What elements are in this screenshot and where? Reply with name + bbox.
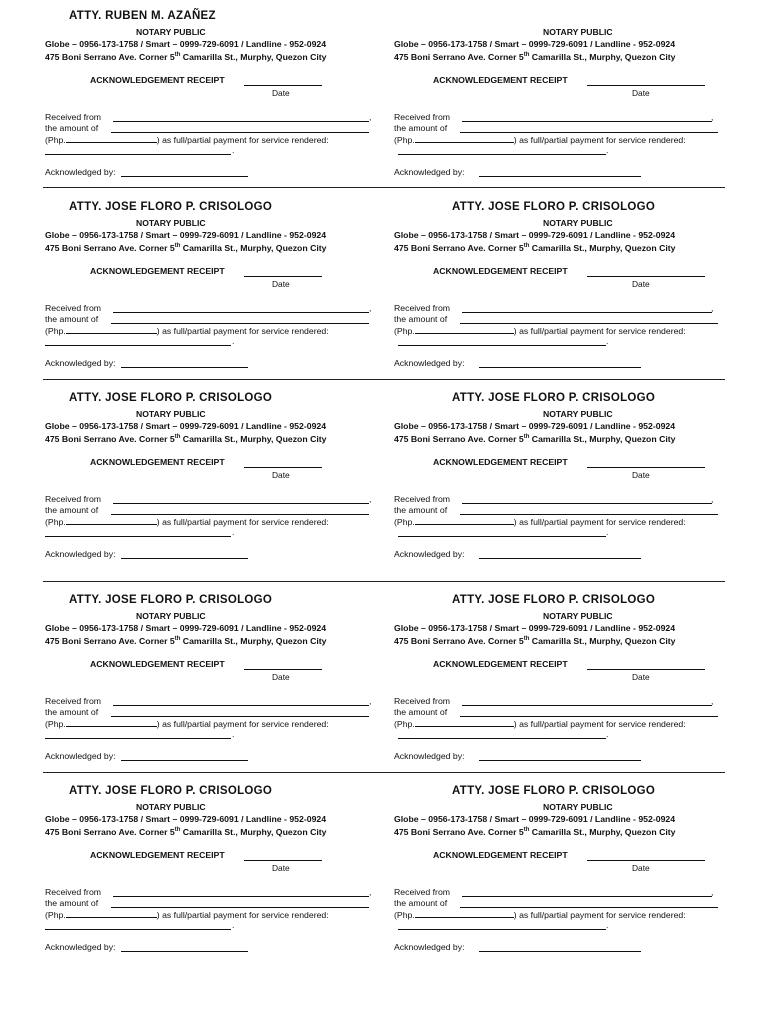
comma-mark: ,	[711, 887, 714, 897]
php-open-label: (Php.	[394, 517, 415, 527]
php-open-label: (Php.	[45, 910, 66, 920]
acknowledgement-receipt	[394, 201, 730, 391]
payment-description: ) as full/partial payment for service rendered:	[513, 719, 686, 729]
amount-words-field[interactable]	[460, 323, 718, 324]
amount-of-label: the amount of	[45, 707, 99, 717]
php-amount-field[interactable]	[415, 516, 514, 525]
payment-description: ) as full/partial payment for service rendered:	[156, 910, 329, 920]
amount-words-field[interactable]	[460, 716, 718, 717]
received-from-label: Received from	[45, 887, 102, 897]
acknowledged-by-field[interactable]	[479, 951, 641, 952]
received-from-label: Received from	[394, 887, 451, 897]
notary-public-label: NOTARY PUBLIC	[136, 27, 206, 37]
receipt-row	[0, 594, 768, 784]
address-ordinal: th	[523, 243, 530, 250]
acknowledged-by-field[interactable]	[121, 176, 248, 177]
date-label: Date	[632, 88, 650, 98]
php-open-label: (Php.	[394, 719, 415, 729]
date-label: Date	[272, 470, 290, 480]
received-from-field[interactable]	[462, 503, 712, 504]
received-from-label: Received from	[45, 696, 102, 706]
office-address	[394, 434, 676, 444]
date-field[interactable]	[244, 85, 322, 86]
date-label: Date	[272, 672, 290, 682]
address-ordinal: th	[174, 827, 181, 834]
php-amount-field[interactable]	[415, 325, 514, 334]
php-amount-field[interactable]	[415, 718, 514, 727]
office-address	[45, 243, 327, 253]
amount-words-field[interactable]	[111, 323, 369, 324]
address-part: Camarilla St., Murphy, Quezon City	[180, 827, 327, 837]
date-field[interactable]	[244, 276, 322, 277]
acknowledged-by-field[interactable]	[121, 558, 248, 559]
date-field[interactable]	[587, 860, 705, 861]
comma-mark: ,	[711, 494, 714, 504]
period-mark: .	[232, 527, 235, 537]
address-ordinal: th	[523, 434, 530, 441]
acknowledged-by-label: Acknowledged by:	[45, 751, 116, 761]
service-field[interactable]	[45, 738, 231, 739]
acknowledged-by-label: Acknowledged by:	[45, 167, 116, 177]
received-from-field[interactable]	[113, 121, 369, 122]
received-from-label: Received from	[45, 303, 102, 313]
period-mark: .	[606, 527, 609, 537]
contact-numbers: Globe – 0956-173-1758 / Smart – 0999-729-6091 / Landline - 952-0924	[45, 814, 327, 824]
address-ordinal: th	[523, 636, 530, 643]
acknowledgement-receipt	[394, 594, 730, 784]
receipt-row	[0, 785, 768, 975]
receipt-title: ACKNOWLEDGEMENT RECEIPT	[433, 850, 568, 860]
acknowledged-by-label: Acknowledged by:	[394, 358, 465, 368]
address-ordinal: th	[523, 827, 530, 834]
address-ordinal: th	[174, 52, 181, 59]
payment-line	[45, 718, 329, 729]
office-address	[45, 52, 327, 62]
acknowledged-by-field[interactable]	[121, 760, 248, 761]
address-part: 475 Boni Serrano Ave. Corner 5	[45, 636, 175, 646]
received-from-field[interactable]	[113, 312, 369, 313]
service-field[interactable]	[398, 154, 606, 155]
receipt-title: ACKNOWLEDGEMENT RECEIPT	[433, 659, 568, 669]
receipt-title: ACKNOWLEDGEMENT RECEIPT	[433, 266, 568, 276]
address-part: Camarilla St., Murphy, Quezon City	[180, 243, 327, 253]
office-address	[45, 827, 327, 837]
notary-public-label: NOTARY PUBLIC	[136, 611, 206, 621]
acknowledged-by-field[interactable]	[479, 760, 641, 761]
received-from-label: Received from	[394, 112, 451, 122]
received-from-label: Received from	[45, 494, 102, 504]
address-part: Camarilla St., Murphy, Quezon City	[529, 243, 676, 253]
notary-public-label: NOTARY PUBLIC	[543, 409, 613, 419]
contact-numbers: Globe – 0956-173-1758 / Smart – 0999-729-6091 / Landline - 952-0924	[45, 623, 327, 633]
comma-mark: ,	[369, 303, 372, 313]
received-from-field[interactable]	[462, 705, 712, 706]
acknowledged-by-field[interactable]	[479, 558, 641, 559]
acknowledged-by-field[interactable]	[121, 951, 248, 952]
attorney-name: ATTY. JOSE FLORO P. CRISOLOGO	[452, 785, 656, 797]
amount-of-label: the amount of	[394, 123, 448, 133]
contact-numbers: Globe – 0956-173-1758 / Smart – 0999-729-6091 / Landline - 952-0924	[394, 230, 676, 240]
php-open-label: (Php.	[45, 135, 66, 145]
acknowledgement-receipt	[45, 785, 375, 975]
period-mark: .	[232, 336, 235, 346]
date-field[interactable]	[244, 669, 322, 670]
service-field[interactable]	[45, 929, 231, 930]
acknowledgement-receipt	[45, 392, 375, 582]
period-mark: .	[606, 920, 609, 930]
amount-words-field[interactable]	[460, 132, 718, 133]
acknowledgement-receipt	[394, 10, 730, 200]
php-open-label: (Php.	[394, 326, 415, 336]
contact-numbers: Globe – 0956-173-1758 / Smart – 0999-729-6091 / Landline - 952-0924	[394, 814, 676, 824]
acknowledgement-receipt	[45, 594, 375, 784]
address-ordinal: th	[174, 636, 181, 643]
period-mark: .	[606, 729, 609, 739]
payment-line	[394, 718, 686, 729]
php-open-label: (Php.	[45, 517, 66, 527]
php-amount-field[interactable]	[66, 718, 157, 727]
address-ordinal: th	[523, 52, 530, 59]
date-label: Date	[272, 863, 290, 873]
acknowledgement-receipt	[394, 785, 730, 975]
notary-public-label: NOTARY PUBLIC	[543, 218, 613, 228]
amount-of-label: the amount of	[394, 505, 448, 515]
contact-numbers: Globe – 0956-173-1758 / Smart – 0999-729-6091 / Landline - 952-0924	[394, 39, 676, 49]
notary-public-label: NOTARY PUBLIC	[136, 218, 206, 228]
contact-numbers: Globe – 0956-173-1758 / Smart – 0999-729-6091 / Landline - 952-0924	[45, 39, 327, 49]
received-from-label: Received from	[394, 696, 451, 706]
address-part: Camarilla St., Murphy, Quezon City	[529, 827, 676, 837]
amount-words-field[interactable]	[111, 514, 369, 515]
received-from-label: Received from	[45, 112, 102, 122]
php-open-label: (Php.	[45, 719, 66, 729]
receipt-title: ACKNOWLEDGEMENT RECEIPT	[433, 457, 568, 467]
amount-of-label: the amount of	[45, 314, 99, 324]
received-from-field[interactable]	[113, 896, 369, 897]
service-field[interactable]	[45, 154, 231, 155]
acknowledged-by-field[interactable]	[479, 367, 641, 368]
address-part: 475 Boni Serrano Ave. Corner 5	[45, 243, 175, 253]
acknowledged-by-label: Acknowledged by:	[45, 549, 116, 559]
contact-numbers: Globe – 0956-173-1758 / Smart – 0999-729-6091 / Landline - 952-0924	[394, 623, 676, 633]
service-field[interactable]	[398, 738, 606, 739]
payment-description: ) as full/partial payment for service rendered:	[513, 910, 686, 920]
address-part: Camarilla St., Murphy, Quezon City	[180, 52, 327, 62]
payment-line	[45, 325, 329, 336]
comma-mark: ,	[711, 112, 714, 122]
amount-of-label: the amount of	[45, 123, 99, 133]
contact-numbers: Globe – 0956-173-1758 / Smart – 0999-729-6091 / Landline - 952-0924	[45, 421, 327, 431]
date-field[interactable]	[587, 85, 705, 86]
date-field[interactable]	[244, 860, 322, 861]
attorney-name: ATTY. JOSE FLORO P. CRISOLOGO	[69, 785, 273, 797]
cut-line	[43, 187, 725, 188]
payment-description: ) as full/partial payment for service rendered:	[513, 326, 686, 336]
attorney-name: ATTY. JOSE FLORO P. CRISOLOGO	[452, 594, 656, 606]
payment-line	[45, 516, 329, 527]
received-from-field[interactable]	[462, 312, 712, 313]
payment-line	[45, 134, 329, 145]
receipt-row	[0, 392, 768, 582]
comma-mark: ,	[369, 696, 372, 706]
receipt-title: ACKNOWLEDGEMENT RECEIPT	[90, 659, 225, 669]
address-part: Camarilla St., Murphy, Quezon City	[529, 434, 676, 444]
payment-description: ) as full/partial payment for service rendered:	[156, 135, 329, 145]
amount-of-label: the amount of	[45, 898, 99, 908]
address-ordinal: th	[174, 434, 181, 441]
address-part: 475 Boni Serrano Ave. Corner 5	[45, 827, 175, 837]
period-mark: .	[232, 729, 235, 739]
php-amount-field[interactable]	[415, 909, 514, 918]
service-field[interactable]	[398, 536, 606, 537]
service-field[interactable]	[398, 345, 606, 346]
comma-mark: ,	[711, 303, 714, 313]
attorney-name: ATTY. JOSE FLORO P. CRISOLOGO	[69, 392, 273, 404]
period-mark: .	[606, 145, 609, 155]
office-address	[394, 243, 676, 253]
contact-numbers: Globe – 0956-173-1758 / Smart – 0999-729-6091 / Landline - 952-0924	[45, 230, 327, 240]
received-from-label: Received from	[394, 494, 451, 504]
amount-words-field[interactable]	[460, 907, 718, 908]
comma-mark: ,	[369, 494, 372, 504]
attorney-name: ATTY. JOSE FLORO P. CRISOLOGO	[69, 594, 273, 606]
php-amount-field[interactable]	[66, 134, 157, 143]
received-from-label: Received from	[394, 303, 451, 313]
amount-words-field[interactable]	[111, 716, 369, 717]
address-part: 475 Boni Serrano Ave. Corner 5	[394, 243, 524, 253]
acknowledgement-receipt	[45, 10, 375, 200]
payment-description: ) as full/partial payment for service rendered:	[513, 517, 686, 527]
acknowledged-by-label: Acknowledged by:	[45, 942, 116, 952]
date-field[interactable]	[587, 669, 705, 670]
date-label: Date	[632, 279, 650, 289]
address-part: 475 Boni Serrano Ave. Corner 5	[45, 434, 175, 444]
receipt-title: ACKNOWLEDGEMENT RECEIPT	[90, 850, 225, 860]
receipt-row	[0, 201, 768, 391]
service-field[interactable]	[398, 929, 606, 930]
office-address	[45, 434, 327, 444]
php-open-label: (Php.	[45, 326, 66, 336]
acknowledgement-receipt	[394, 392, 730, 582]
php-open-label: (Php.	[394, 135, 415, 145]
received-from-field[interactable]	[113, 705, 369, 706]
payment-description: ) as full/partial payment for service rendered:	[156, 719, 329, 729]
address-ordinal: th	[174, 243, 181, 250]
address-part: Camarilla St., Murphy, Quezon City	[180, 434, 327, 444]
notary-public-label: NOTARY PUBLIC	[543, 27, 613, 37]
amount-of-label: the amount of	[45, 505, 99, 515]
address-part: Camarilla St., Murphy, Quezon City	[180, 636, 327, 646]
address-part: 475 Boni Serrano Ave. Corner 5	[394, 827, 524, 837]
php-amount-field[interactable]	[415, 134, 514, 143]
received-from-field[interactable]	[462, 896, 712, 897]
payment-description: ) as full/partial payment for service rendered:	[156, 326, 329, 336]
notary-public-label: NOTARY PUBLIC	[543, 802, 613, 812]
receipt-title: ACKNOWLEDGEMENT RECEIPT	[90, 457, 225, 467]
cut-line	[43, 581, 725, 582]
period-mark: .	[232, 920, 235, 930]
address-part: 475 Boni Serrano Ave. Corner 5	[394, 434, 524, 444]
payment-line	[394, 325, 686, 336]
receipt-row	[0, 10, 768, 200]
amount-of-label: the amount of	[394, 314, 448, 324]
receipt-title: ACKNOWLEDGEMENT RECEIPT	[90, 75, 225, 85]
address-part: 475 Boni Serrano Ave. Corner 5	[394, 52, 524, 62]
office-address	[394, 827, 676, 837]
address-part: 475 Boni Serrano Ave. Corner 5	[45, 52, 175, 62]
php-amount-field[interactable]	[66, 516, 157, 525]
receipt-title: ACKNOWLEDGEMENT RECEIPT	[433, 75, 568, 85]
acknowledged-by-label: Acknowledged by:	[394, 942, 465, 952]
comma-mark: ,	[369, 887, 372, 897]
receipt-title: ACKNOWLEDGEMENT RECEIPT	[90, 266, 225, 276]
notary-public-label: NOTARY PUBLIC	[543, 611, 613, 621]
date-label: Date	[272, 88, 290, 98]
service-field[interactable]	[45, 345, 231, 346]
service-field[interactable]	[45, 536, 231, 537]
comma-mark: ,	[711, 696, 714, 706]
amount-words-field[interactable]	[111, 132, 369, 133]
address-part: Camarilla St., Murphy, Quezon City	[529, 636, 676, 646]
cut-line	[43, 772, 725, 773]
php-open-label: (Php.	[394, 910, 415, 920]
payment-line	[394, 134, 686, 145]
amount-of-label: the amount of	[394, 707, 448, 717]
notary-public-label: NOTARY PUBLIC	[136, 802, 206, 812]
php-amount-field[interactable]	[66, 909, 157, 918]
received-from-field[interactable]	[113, 503, 369, 504]
acknowledged-by-label: Acknowledged by:	[394, 167, 465, 177]
acknowledged-by-label: Acknowledged by:	[45, 358, 116, 368]
payment-line	[394, 516, 686, 527]
acknowledged-by-field[interactable]	[479, 176, 641, 177]
date-label: Date	[632, 863, 650, 873]
date-field[interactable]	[587, 276, 705, 277]
payment-line	[45, 909, 329, 920]
office-address	[45, 636, 327, 646]
notary-public-label: NOTARY PUBLIC	[136, 409, 206, 419]
cut-line	[43, 379, 725, 380]
attorney-name: ATTY. RUBEN M. AZAÑEZ	[69, 10, 216, 22]
date-label: Date	[632, 672, 650, 682]
office-address	[394, 636, 676, 646]
acknowledged-by-label: Acknowledged by:	[394, 751, 465, 761]
php-amount-field[interactable]	[66, 325, 157, 334]
payment-line	[394, 909, 686, 920]
office-address	[394, 52, 676, 62]
date-field[interactable]	[244, 467, 322, 468]
acknowledged-by-field[interactable]	[121, 367, 248, 368]
acknowledged-by-label: Acknowledged by:	[394, 549, 465, 559]
attorney-name: ATTY. JOSE FLORO P. CRISOLOGO	[452, 201, 656, 213]
date-label: Date	[632, 470, 650, 480]
payment-description: ) as full/partial payment for service rendered:	[156, 517, 329, 527]
contact-numbers: Globe – 0956-173-1758 / Smart – 0999-729-6091 / Landline - 952-0924	[394, 421, 676, 431]
payment-description: ) as full/partial payment for service rendered:	[513, 135, 686, 145]
acknowledgement-receipt	[45, 201, 375, 391]
amount-words-field[interactable]	[111, 907, 369, 908]
amount-of-label: the amount of	[394, 898, 448, 908]
received-from-field[interactable]	[462, 121, 712, 122]
attorney-name: ATTY. JOSE FLORO P. CRISOLOGO	[69, 201, 273, 213]
address-part: Camarilla St., Murphy, Quezon City	[529, 52, 676, 62]
address-part: 475 Boni Serrano Ave. Corner 5	[394, 636, 524, 646]
date-label: Date	[272, 279, 290, 289]
date-field[interactable]	[587, 467, 705, 468]
amount-words-field[interactable]	[460, 514, 718, 515]
period-mark: .	[232, 145, 235, 155]
comma-mark: ,	[369, 112, 372, 122]
attorney-name: ATTY. JOSE FLORO P. CRISOLOGO	[452, 392, 656, 404]
period-mark: .	[606, 336, 609, 346]
